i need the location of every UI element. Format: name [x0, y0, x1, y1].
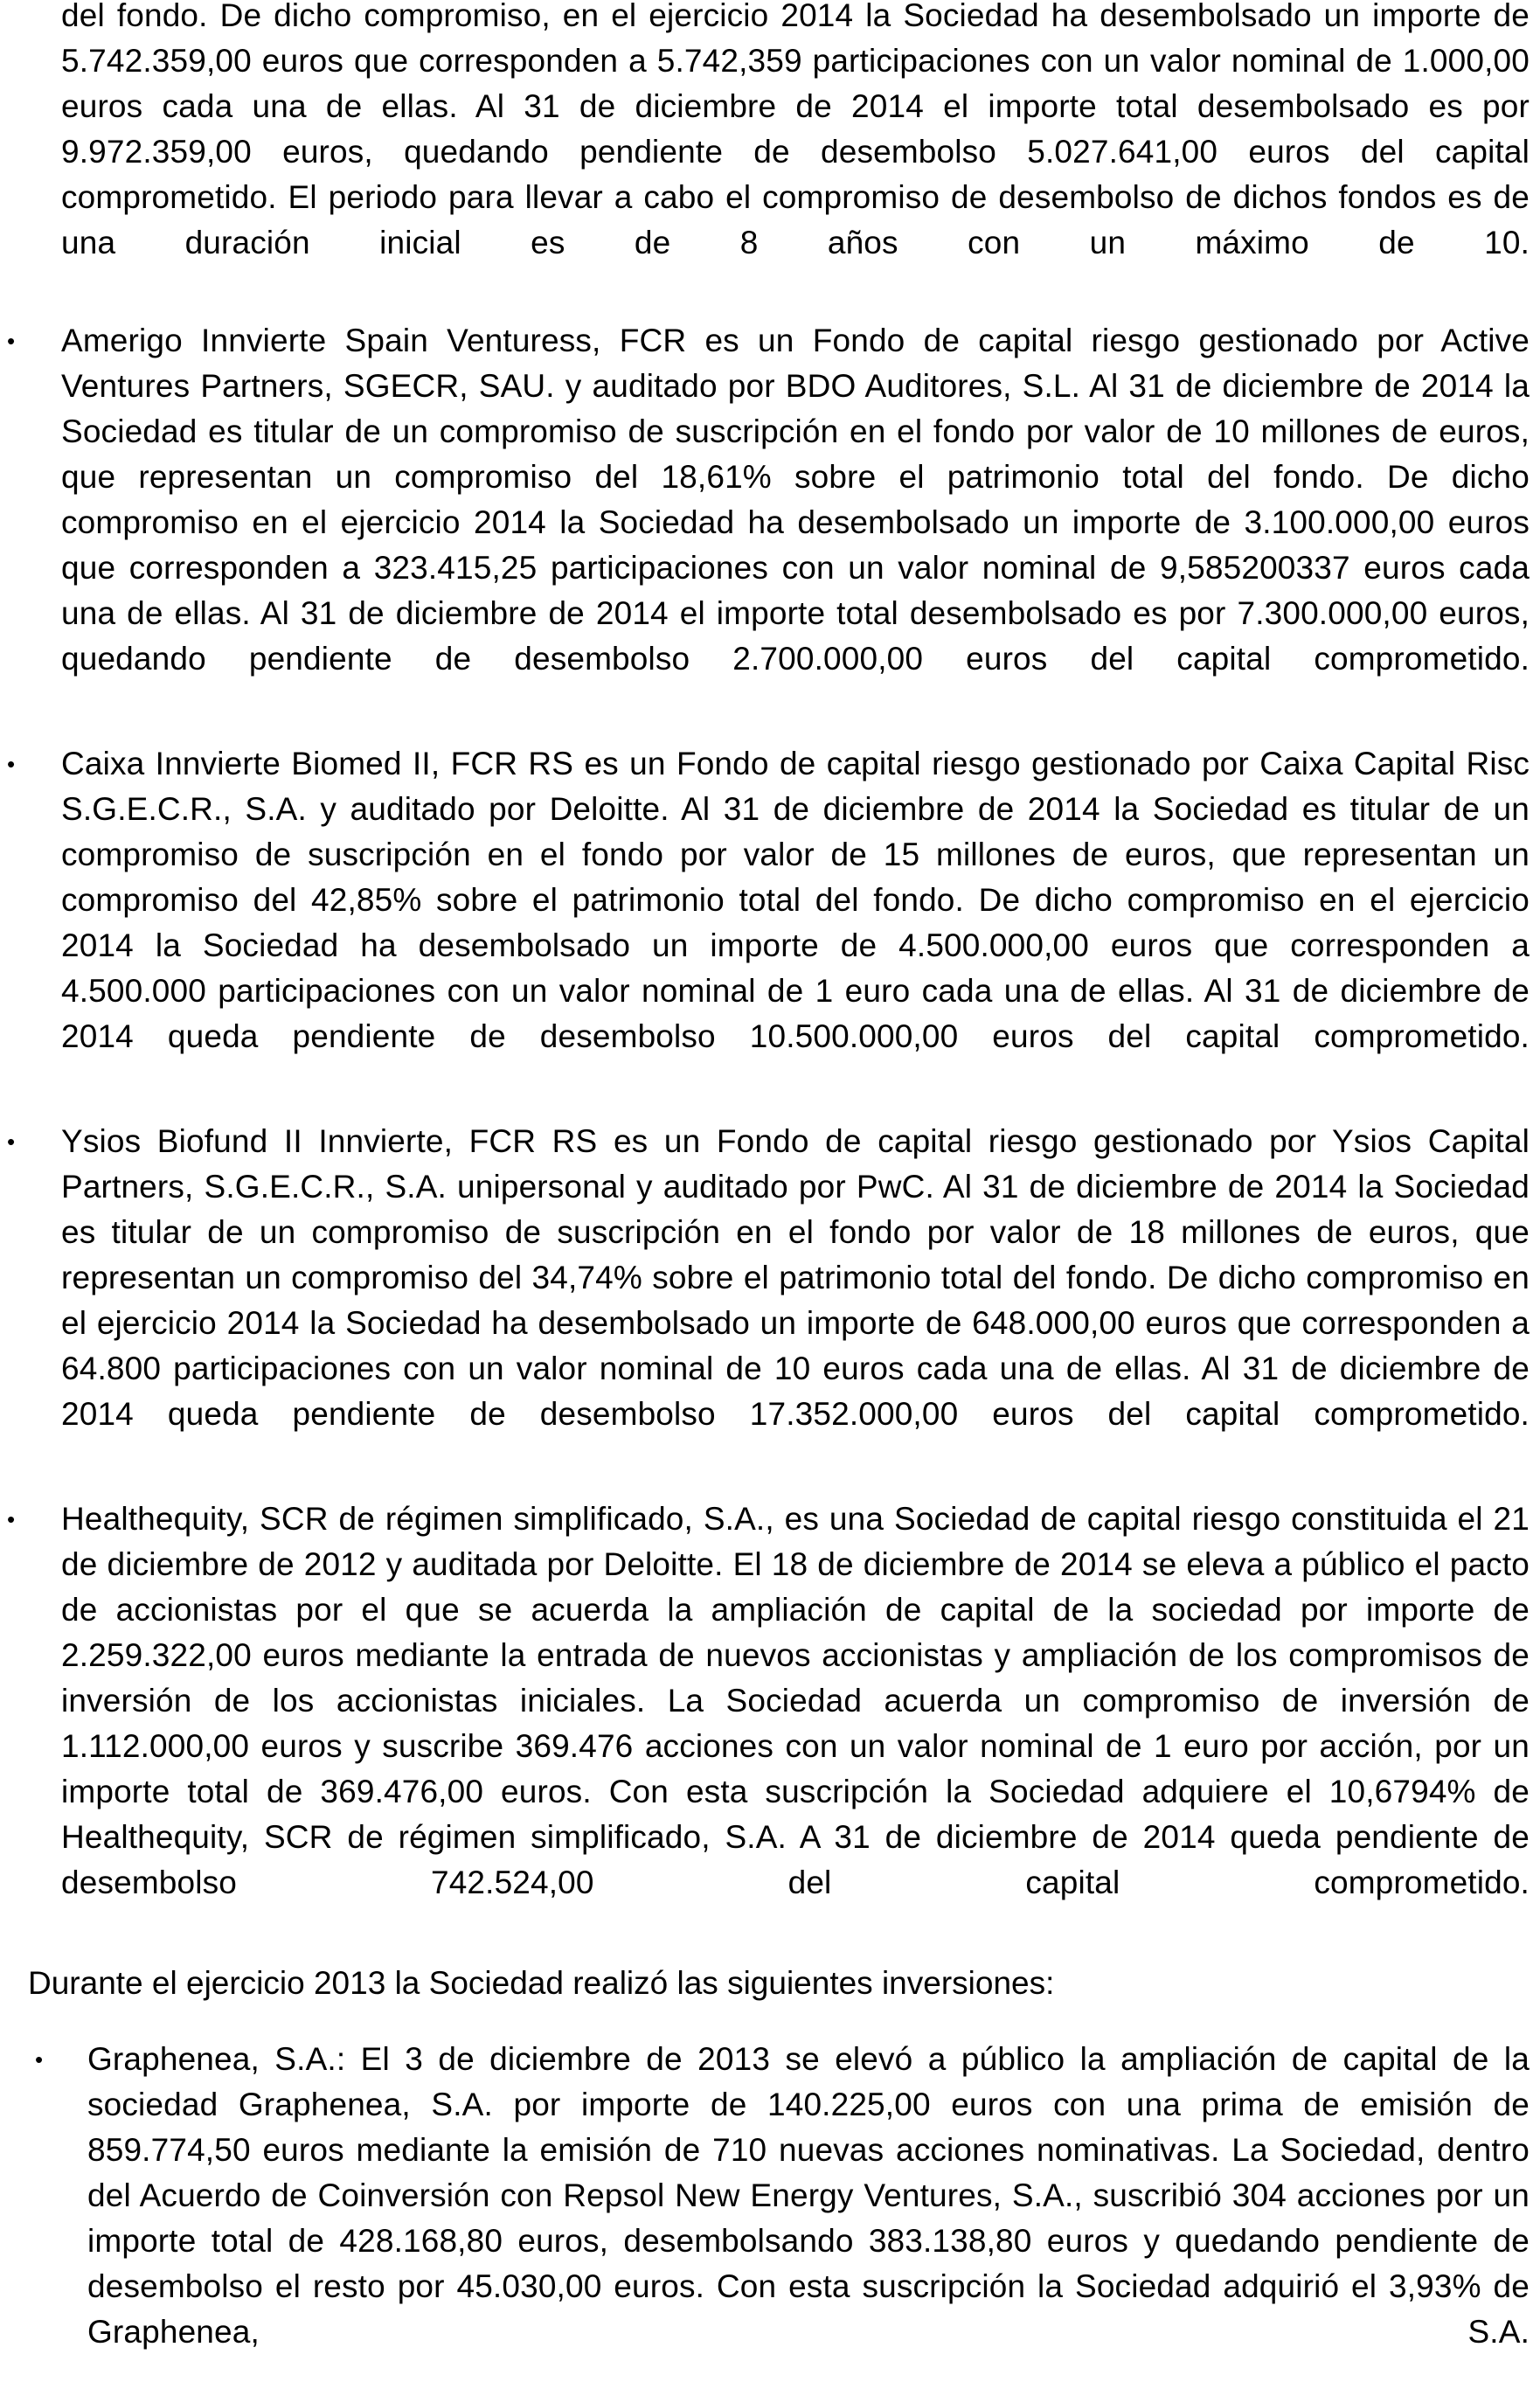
list-item-healthequity: Healthequity, SCR de régimen simplificado, S.A., es una Sociedad de capital riesgo constituida el 21 de diciembre de 2012 y auditada por Deloitte. El 18 de diciembre de 2014 se eleva a público el pacto de accionistas por el que se acuerda la ampliación de capital de la sociedad por importe de 2.259.322,00 euros mediante la entrada de nuevos accionistas y ampliación de los compromisos de inversión de los accionistas iniciales. La Sociedad acuerda un compromiso de inversión de 1.112.000,00 euros y suscribe 369.476 acciones con un valor nominal de 1 euro por acción, por un importe total de 369.476,00 euros. Con esta suscripción la Sociedad adquiere el 10,6794% de Healthequity, SCR de régimen simplificado, S.A. A 31 de diciembre de 2014 queda pendiente de desembolso 742.524,00 del capital comprometido.	[61, 1501, 1530, 1900]
intro-paragraph-continuation: del fondo. De dicho compromiso, en el ejercicio 2014 la Sociedad ha desembolsado un importe de 5.742.359,00 euros que corresponden a 5.742,359 participaciones con un valor nominal de 1.000,00 euros cada una de ellas. Al 31 de diciembre de 2014 el importe total desembolsado es por 9.972.359,00 euros, quedando pendiente de desembolso 5.027.641,00 euros del capital comprometido. El periodo para llevar a cabo el compromiso de desembolso de dichos fondos es de una duración inicial es de 8 años con un máximo de 10.	[61, 0, 1530, 260]
section-2013-heading: Durante el ejercicio 2013 la Sociedad realizó las siguientes inversiones:	[28, 1965, 1055, 2001]
list-item-amerigo: Amerigo Innvierte Spain Venturess, FCR es un Fondo de capital riesgo gestionado por Active Ventures Partners, SGECR, SAU. y auditado por BDO Auditores, S.L. Al 31 de diciembre de 2014 la Sociedad es titular de un compromiso de suscripción en el fondo por valor de 10 millones de euros, que representan un compromiso del 18,61% sobre el patrimonio total del fondo. De dicho compromiso en el ejercicio 2014 la Sociedad ha desembolsado un importe de 3.100.000,00 euros que corresponden a 323.415,25 participaciones con un valor nominal de 9,585200337 euros cada una de ellas. Al 31 de diciembre de 2014 el importe total desembolsado es por 7.300.000,00 euros, quedando pendiente de desembolso 2.700.000,00 euros del capital comprometido.	[61, 323, 1530, 677]
list-item-graphenea: Graphenea, S.A.: El 3 de diciembre de 2013 se elevó a público la ampliación de capital de la sociedad Graphenea, S.A. por importe de 140.225,00 euros con una prima de emisión de 859.774,50 euros mediante la emisión de 710 nuevas acciones nominativas. La Sociedad, dentro del Acuerdo de Coinversión con Repsol New Energy Ventures, S.A., suscribió 304 acciones por un importe total de 428.168,80 euros, desembolsando 383.138,80 euros y quedando pendiente de desembolso el resto por 45.030,00 euros. Con esta suscripción la Sociedad adquirió el 3,93% de Graphenea, S.A.	[87, 2041, 1530, 2350]
bullet-marker: •	[7, 751, 16, 777]
bullet-marker: •	[7, 1128, 16, 1155]
bullet-marker: •	[7, 1506, 16, 1532]
bullet-marker: •	[7, 328, 16, 354]
list-item-ysios: Ysios Biofund II Innvierte, FCR RS es un Fondo de capital riesgo gestionado por Ysios Capital Partners, S.G.E.C.R., S.A. unipersonal y auditado por PwC. Al 31 de diciembre de 2014 la Sociedad es titular de un compromiso de suscripción en el fondo por valor de 18 millones de euros, que representan un compromiso del 34,74% sobre el patrimonio total del fondo. De dicho compromiso en el ejercicio 2014 la Sociedad ha desembolsado un importe de 648.000,00 euros que corresponden a 64.800 participaciones con un valor nominal de 10 euros cada una de ellas. Al 31 de diciembre de 2014 queda pendiente de desembolso 17.352.000,00 euros del capital comprometido.	[61, 1123, 1530, 1432]
list-item-caixa-biomed: Caixa Innvierte Biomed II, FCR RS es un Fondo de capital riesgo gestionado por Caixa Capital Risc S.G.E.C.R., S.A. y auditado por Deloitte. Al 31 de diciembre de 2014 la Sociedad es titular de un compromiso de suscripción en el fondo por valor de 15 millones de euros, que representan un compromiso del 42,85% sobre el patrimonio total del fondo. De dicho compromiso en el ejercicio 2014 la Sociedad ha desembolsado un importe de 4.500.000,00 euros que corresponden a 4.500.000 participaciones con un valor nominal de 1 euro cada una de ellas. Al 31 de diciembre de 2014 queda pendiente de desembolso 10.500.000,00 euros del capital comprometido.	[61, 746, 1530, 1054]
bullet-marker: •	[35, 2046, 44, 2073]
